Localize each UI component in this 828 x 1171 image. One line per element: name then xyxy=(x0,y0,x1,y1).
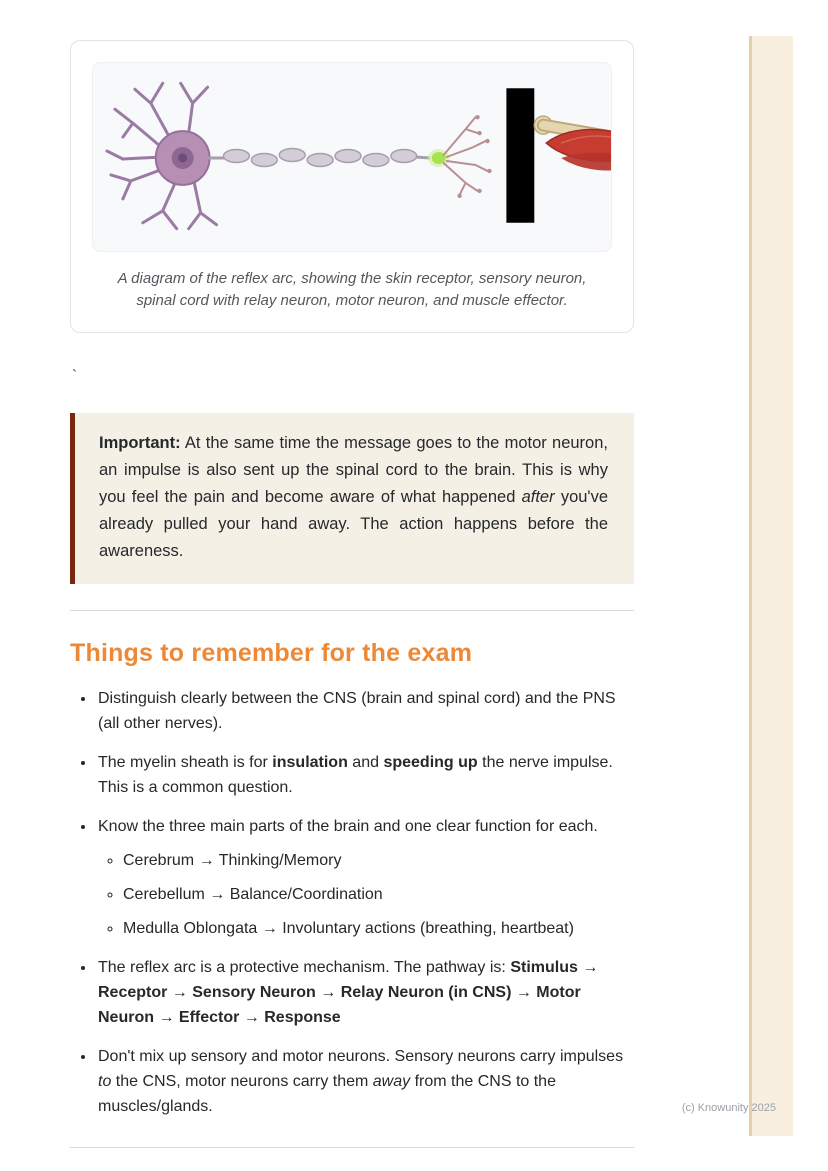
copyright-text: (c) Knowunity 2025 xyxy=(681,1102,776,1114)
stray-backtick: ` xyxy=(72,366,77,384)
reflex-arc-image xyxy=(92,62,612,252)
text-segment: The reflex arc is a protective mechanism. The pathway is: xyxy=(98,958,511,976)
text-segment: to xyxy=(98,1072,112,1090)
text-segment: insulation xyxy=(272,753,348,771)
text-segment: Distinguish clearly between the CNS (brain and spinal cord) and the PNS (all other nerves). xyxy=(98,689,616,732)
exam-bullet-list xyxy=(70,686,634,1119)
text-segment: speeding up xyxy=(383,753,478,771)
bullet-item xyxy=(96,1044,634,1119)
sub-bullet-item: ◦ Medulla Oblongata → Involuntary actions (breathing, heartbeat) xyxy=(123,916,634,941)
text-segment: and xyxy=(347,753,384,771)
figure-caption: A diagram of the reflex arc, showing the skin receptor, sensory neuron, spinal cord with relay neuron, motor neuron, and muscle effector. xyxy=(117,270,587,309)
text-segment: the CNS, motor neurons carry them xyxy=(111,1072,373,1090)
bullet-item xyxy=(96,955,634,1030)
sub-bullet-item: ◦ Cerebrum → Thinking/Memory xyxy=(123,848,634,873)
text-segment: Don't mix up sensory and motor neurons. Sensory neurons carry impulses xyxy=(98,1047,624,1065)
text-segment: away xyxy=(372,1072,411,1090)
sub-bullet-list xyxy=(98,848,634,941)
text-segment: At the same time the message goes to the motor neuron, an impulse is also sent up the spinal cord to the brain. This is why you feel the pain and become aware of what happened xyxy=(99,433,608,506)
callout-text xyxy=(99,430,608,565)
section-heading: Things to remember for the exam xyxy=(70,638,473,667)
document-content xyxy=(70,40,634,1148)
text-segment: the nerve impulse. This is a common question. xyxy=(98,753,613,796)
text-segment: Important: xyxy=(99,433,181,452)
figure-card xyxy=(70,40,634,333)
page-edge-strip xyxy=(749,36,793,1136)
sub-bullet-item: ◦ Cerebellum → Balance/Coordination xyxy=(123,882,634,907)
divider-bottom xyxy=(70,1147,634,1148)
text-segment: from the CNS to the muscles/glands. xyxy=(98,1072,556,1115)
text-segment: you've already pulled your hand away. The action happens before the awareness. xyxy=(99,487,608,560)
bullet-item xyxy=(96,686,634,736)
bullet-item xyxy=(96,814,634,941)
divider-top xyxy=(70,610,634,611)
bullet-item xyxy=(96,750,634,800)
text-segment: after xyxy=(521,487,555,506)
text-segment: Know the three main parts of the brain and one clear function for each. xyxy=(98,817,598,835)
reflex-arc-svg xyxy=(93,63,611,251)
text-segment: Stimulus → Receptor → Sensory Neuron → Relay Neuron (in CNS) → Motor Neuron → Effector → Response xyxy=(98,958,599,1026)
important-callout xyxy=(70,413,634,584)
text-segment: The myelin sheath is for xyxy=(98,753,273,771)
